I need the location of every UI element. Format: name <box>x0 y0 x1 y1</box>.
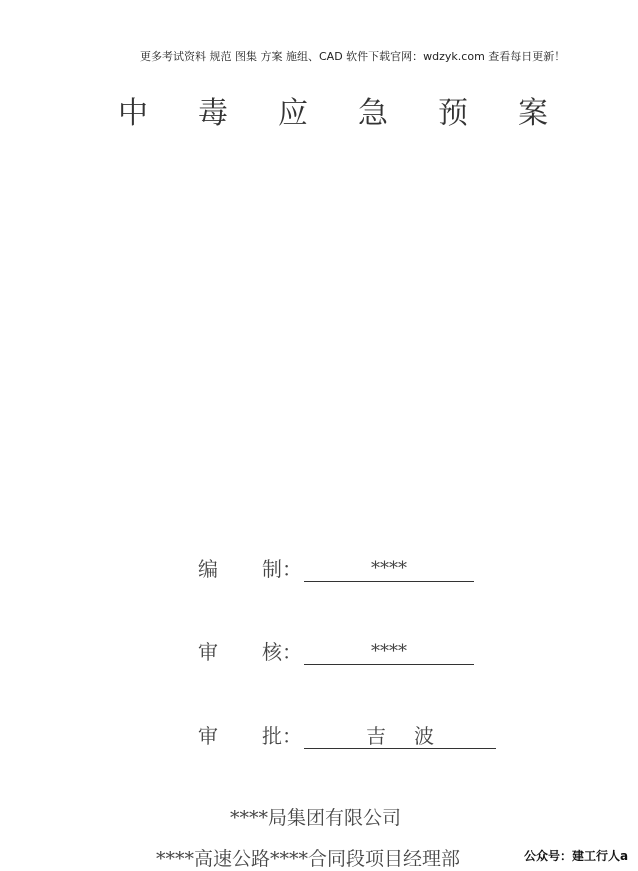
approve-label-first: 审 <box>198 724 218 748</box>
review-label-second: 核 <box>262 640 282 664</box>
review-colon: ： <box>282 640 302 664</box>
approve-colon: ： <box>282 724 302 748</box>
approve-label-second: 批 <box>262 724 282 748</box>
title-char: 案 <box>518 96 548 131</box>
department-name: ****高速公路****合同段项目经理部 <box>156 848 461 870</box>
company-name: ****局集团有限公司 <box>230 807 402 829</box>
title-char: 预 <box>438 96 468 131</box>
review-label-first: 审 <box>198 640 218 664</box>
title-char: 应 <box>278 96 308 131</box>
document-title <box>118 88 548 132</box>
approve-row <box>198 720 496 749</box>
review-value: **** <box>304 641 474 665</box>
header-note: 更多考试资料 规范 图集 方案 施组、CAD 软件下载官网：wdzyk.com 查看每日更新！ <box>140 50 566 63</box>
wechat-note: 公众号：建工行人a <box>524 849 629 863</box>
title-char: 中 <box>118 96 148 131</box>
compile-label-second: 制 <box>262 557 282 581</box>
title-char: 急 <box>358 96 388 131</box>
compile-colon: ： <box>282 557 302 581</box>
compile-value: **** <box>304 558 474 582</box>
compile-row <box>198 553 474 582</box>
approve-value: 吉波 <box>304 725 496 749</box>
title-char: 毒 <box>198 96 228 131</box>
review-row <box>198 636 474 665</box>
compile-label-first: 编 <box>198 557 218 581</box>
